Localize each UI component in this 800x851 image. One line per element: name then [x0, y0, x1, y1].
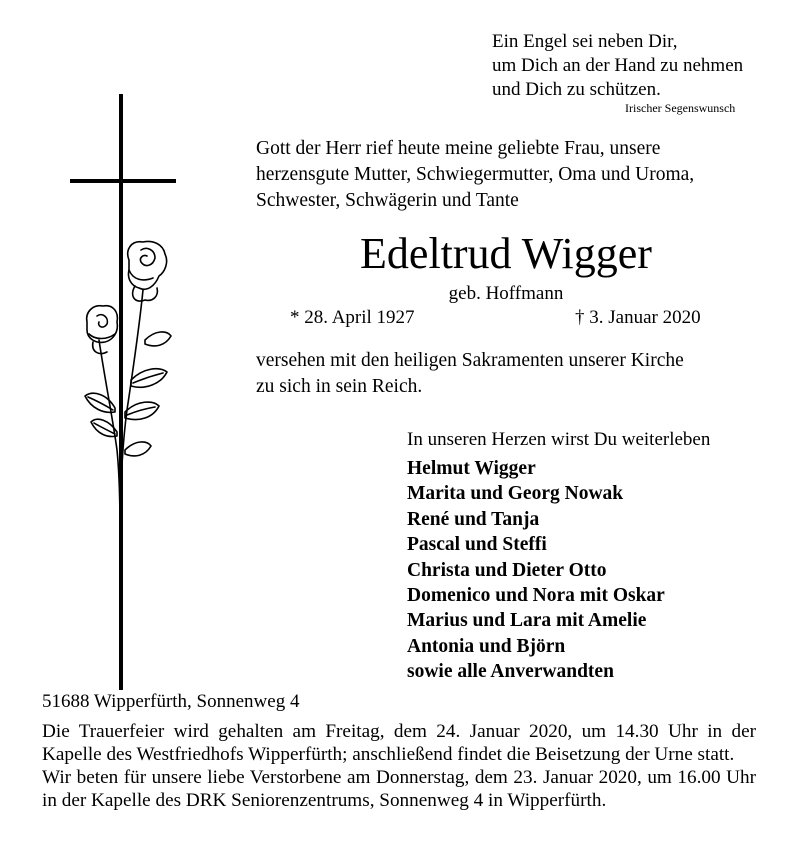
cross-horizontal-beam: [70, 179, 176, 183]
mourner: Christa und Dieter Otto: [407, 559, 607, 581]
mourner: Marius und Lara mit Amelie: [407, 610, 647, 632]
address: 51688 Wipperfürth, Sonnenweg 4: [42, 691, 300, 712]
mourner: Pascal und Steffi: [407, 534, 547, 556]
birth-date: * 28. April 1927: [290, 307, 415, 328]
sacrament-line-2: zu sich in sein Reich.: [256, 376, 423, 397]
leaf-6: [145, 332, 171, 346]
death-date: † 3. Januar 2020: [575, 307, 701, 328]
poem-line-1: Ein Engel sei neben Dir,: [492, 31, 678, 52]
remembrance-line: In unseren Herzen wirst Du weiterleben: [407, 429, 711, 450]
poem-source: Irischer Segenswunsch: [625, 101, 736, 115]
cross-with-roses-illustration: [55, 90, 185, 690]
intro-line-2: herzensgute Mutter, Schwiegermutter, Oma und Uroma,: [256, 164, 695, 185]
sacrament-text: [256, 348, 758, 400]
mourner: Domenico und Nora mit Oskar: [407, 585, 665, 607]
leaf-2: [125, 402, 159, 419]
poem-line-2: um Dich an der Hand zu nehmen: [492, 55, 744, 76]
cross-vertical-beam: [119, 94, 123, 690]
funeral-info: [42, 720, 756, 812]
rose-lower: [87, 306, 118, 343]
intro-text: [256, 136, 758, 214]
deceased-name: Edeltrud Wigger: [360, 229, 652, 278]
mourners-list: [407, 456, 665, 685]
funeral-paragraph-2: Wir beten für unsere liebe Verstorbene am Donnerstag, dem 23. Januar 2020, um 16.00 Uhr in der Kapelle des DRK Seniorenzentrums, Sonnenweg 4 in Wipperfürth.: [42, 767, 756, 811]
mourner: Helmut Wigger: [407, 458, 536, 479]
leaf-1: [131, 369, 167, 388]
poem: [492, 30, 792, 115]
mourner: sowie alle Anverwandten: [407, 661, 614, 683]
mourner: René und Tanja: [407, 508, 540, 530]
intro-line-1: Gott der Herr rief heute meine geliebte Frau, unsere: [256, 138, 661, 159]
poem-line-3: und Dich zu schützen.: [492, 79, 661, 100]
mourner: Antonia und Björn: [407, 635, 566, 657]
leaf-5: [125, 442, 151, 456]
sacrament-line-1: versehen mit den heiligen Sakramenten unserer Kirche: [256, 350, 684, 371]
intro-line-3: Schwester, Schwägerin und Tante: [256, 190, 519, 211]
funeral-paragraph-1: Die Trauerfeier wird gehalten am Freitag, dem 24. Januar 2020, um 14.30 Uhr in der Kapelle des Westfriedhofs Wipperfürth; anschließend findet die Beisetzung der Urne statt.: [42, 721, 756, 765]
mourner: Marita und Georg Nowak: [407, 483, 624, 505]
maiden-name: geb. Hoffmann: [448, 283, 564, 304]
